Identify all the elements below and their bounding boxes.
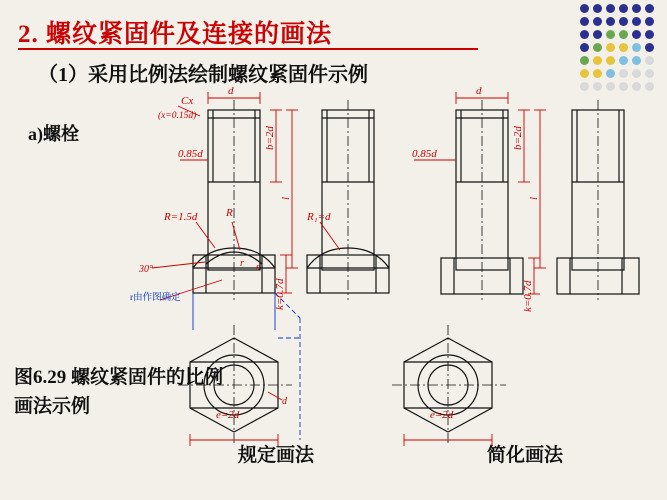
note-r-construction: r由作图确定 [130, 293, 181, 303]
caption-simplified-drawing: 简化画法 [487, 445, 564, 466]
dim-thread-len2: 0.85d [412, 148, 437, 160]
dim-e1: e=2d [216, 409, 240, 421]
dim-k1: k=0.7d [274, 278, 286, 310]
caption-standard-drawing: 规定画法 [238, 445, 315, 466]
figure-caption: 图6.29 螺纹紧固件的比例画法示例 [14, 367, 224, 417]
dim-angle-30: 30° [139, 264, 153, 275]
dim-R-small: R [226, 207, 233, 219]
dim-s-label: s [256, 262, 260, 273]
dim-d-top2: d [476, 85, 482, 97]
page-title: 2. 螺纹紧固件及连接的画法 [18, 21, 333, 48]
dim-b2: b=2d [512, 126, 524, 150]
dim-b1: b=2d [264, 126, 276, 150]
dim-thread-len1: 0.85d [178, 148, 203, 160]
dim-R-big: R=1.5d [164, 211, 198, 223]
dim-k2: k=0.7d [522, 280, 534, 312]
dim-chamfer: Cx [181, 95, 194, 107]
item-label-a: a)螺栓 [28, 124, 79, 144]
subtitle: （1）采用比例法绘制螺纹紧固件示例 [38, 64, 368, 86]
dim-e2: e=2d [430, 409, 454, 421]
dim-d-top1: d [228, 85, 234, 97]
dim-l1: l [280, 196, 292, 200]
dim-chamfer-note: (x=0.15d) [158, 111, 197, 121]
dim-d-hex: d [282, 396, 287, 407]
dim-l2: l [528, 196, 540, 200]
dim-R1: R₁=d [307, 211, 331, 223]
dim-r-label: r [240, 258, 244, 269]
